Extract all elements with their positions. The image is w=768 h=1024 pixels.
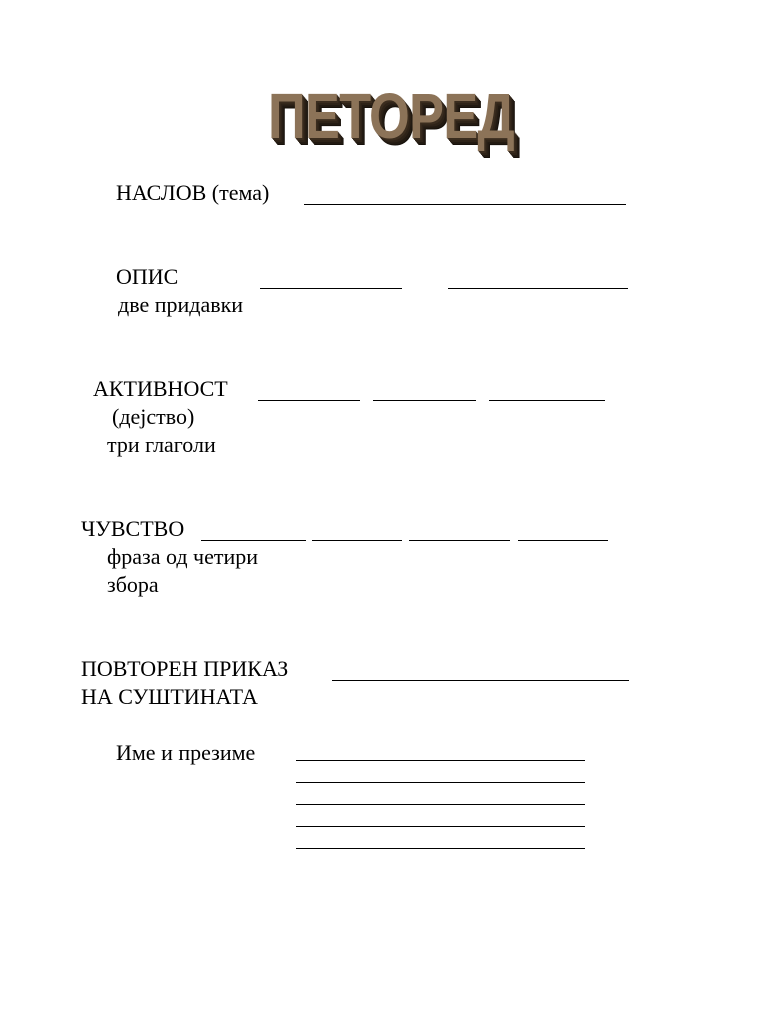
description-hint: две придавки: [118, 292, 244, 317]
activity-hint-1: (дејство): [112, 404, 195, 429]
worksheet-title-text: ПЕТОРЕД: [268, 80, 514, 152]
title-answer-line[interactable]: [304, 204, 626, 205]
activity-answer-line-1[interactable]: [258, 400, 360, 401]
name-answer-line-4[interactable]: [296, 826, 585, 827]
name-answer-line-5[interactable]: [296, 848, 585, 849]
name-answer-line-3[interactable]: [296, 804, 585, 805]
name-answer-line-1[interactable]: [296, 760, 585, 761]
essence-answer-line[interactable]: [332, 680, 629, 681]
activity-answer-line-2[interactable]: [373, 400, 476, 401]
feeling-answer-line-1[interactable]: [201, 540, 306, 541]
description-answer-line-1[interactable]: [260, 288, 402, 289]
feeling-label: ЧУВСТВО: [81, 516, 185, 541]
title-label: НАСЛОВ (тема): [116, 180, 270, 205]
activity-hint-2: три глаголи: [107, 432, 216, 457]
feeling-hint-2: збора: [107, 572, 159, 597]
worksheet-title: [268, 80, 530, 154]
name-answer-line-2[interactable]: [296, 782, 585, 783]
description-label: ОПИС: [116, 264, 179, 289]
feeling-answer-line-3[interactable]: [409, 540, 510, 541]
activity-answer-line-3[interactable]: [489, 400, 605, 401]
essence-label-line-1: ПОВТОРЕН ПРИКАЗ: [81, 656, 289, 681]
feeling-answer-line-4[interactable]: [518, 540, 608, 541]
name-label: Име и презиме: [116, 740, 256, 765]
feeling-hint-1: фраза од четири: [107, 544, 259, 569]
feeling-answer-line-2[interactable]: [312, 540, 402, 541]
essence-label-line-2: НА СУШТИНАТА: [81, 684, 258, 709]
description-answer-line-2[interactable]: [448, 288, 628, 289]
activity-label: АКТИВНОСТ: [93, 376, 228, 401]
